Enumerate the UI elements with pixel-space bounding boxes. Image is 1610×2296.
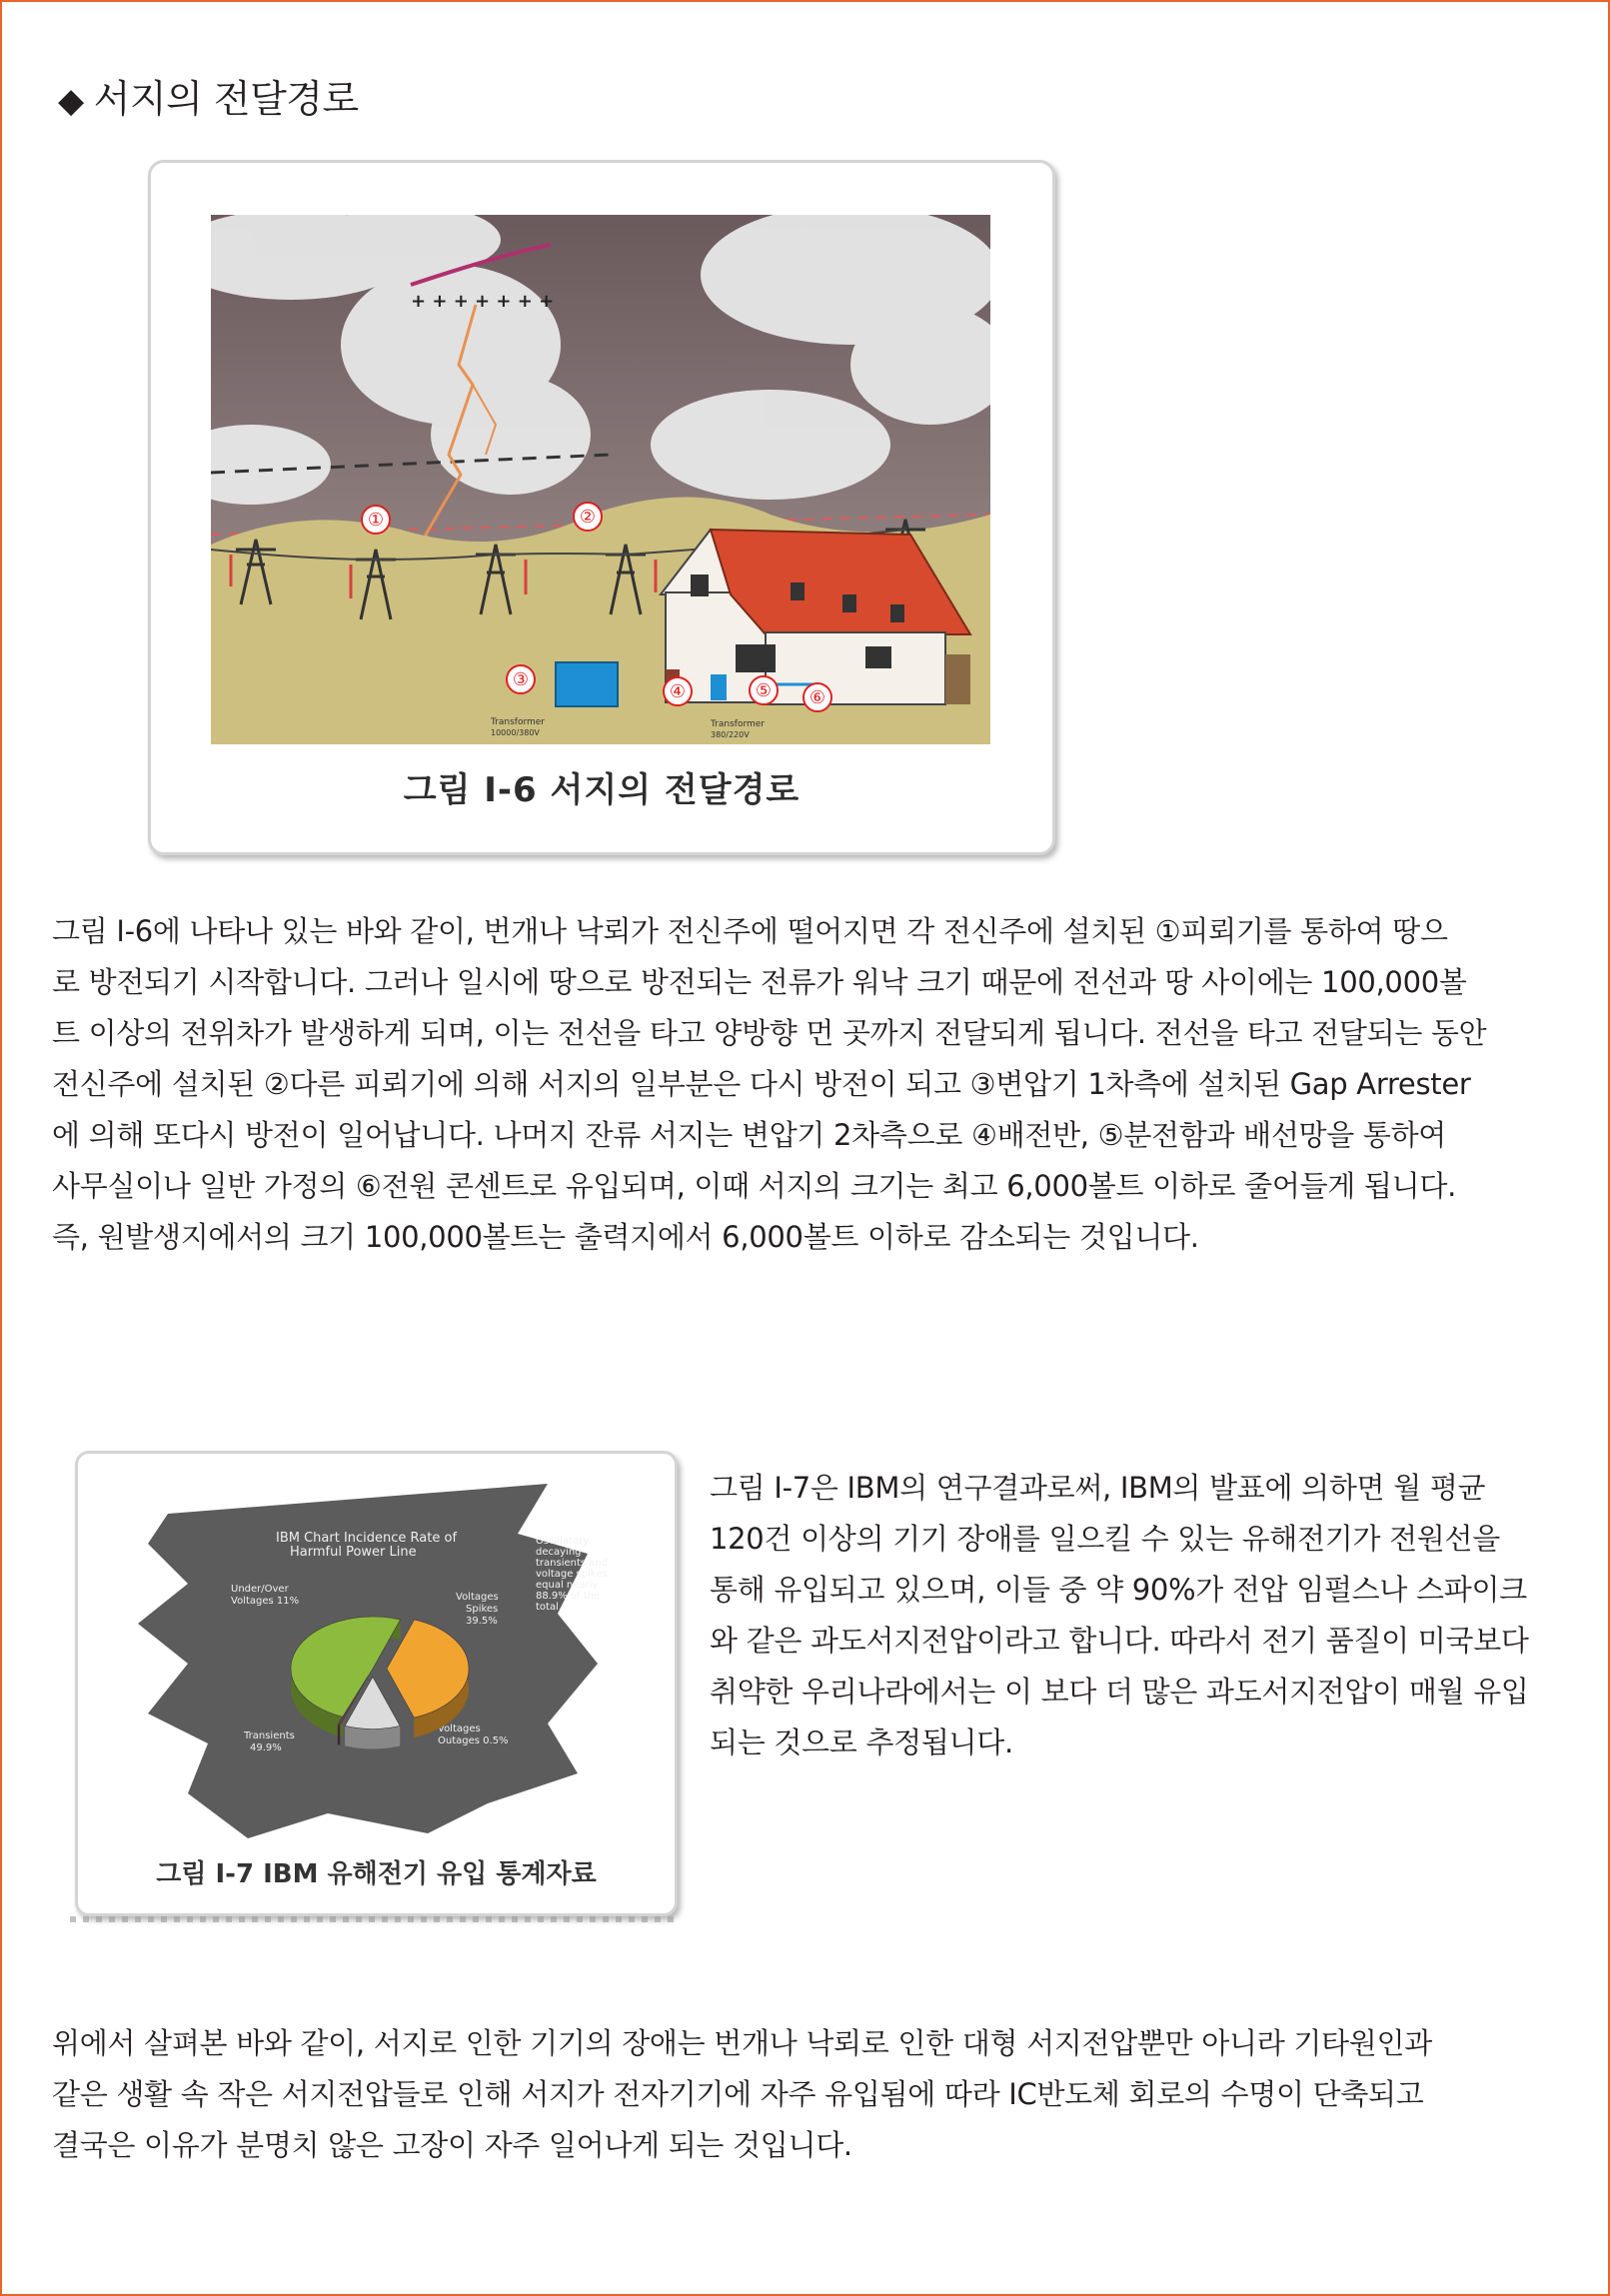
ibm-pie-chart [128,1474,628,1843]
paragraph-3-line: 결국은 이유가 분명치 않은 고장이 자주 일어나게 되는 것입니다. [52,2128,852,2162]
transformer1-label: Transformer [491,717,546,727]
paragraph-3-line: 위에서 살펴본 바와 같이, 서지로 인한 기기의 장애는 번개나 낙뢰로 인한 대형 서지전압뿐만 아니라 기타원인과 [52,2026,1432,2060]
paragraph-2 [710,1463,1589,1768]
paragraph-1-line: 그림 Ⅰ-6에 나타나 있는 바와 같이, 번개나 낙뢰가 전신주에 떨어지면 각 전신주에 설치된 ①피뢰기를 통하여 땅으 [52,914,1448,948]
diamond-bullet-icon: ◆ [58,81,84,121]
label-under-over-1: Under/Over [231,1584,289,1595]
marker-2: ② [579,507,597,528]
marker-5: ⑤ [755,680,773,701]
figure2-caption: 그림 Ⅰ-7 IBM 유해전기 유입 통계자료 [156,1859,597,1889]
surge-path-illustration [211,215,990,744]
marker-4: ④ [669,681,687,702]
paragraph-1-line: 사무실이나 일반 가정의 ⑥전원 콘센트로 유입되며, 이때 서지의 크기는 최고 6,000볼트 이하로 줄어들게 됩니다. [52,1169,1456,1203]
transformer1-sub-label: 10000/380V [491,728,540,737]
paragraph-2-line: 그림 Ⅰ-7은 IBM의 연구결과로써, IBM의 발표에 의하면 월 평균 [710,1471,1486,1505]
note-line: equal nearly [536,1580,599,1591]
label-spikes-2: Spikes [466,1604,499,1615]
label-under-over-2: Voltages 11% [231,1596,300,1607]
paragraph-1-line: 전신주에 설치된 ②다른 피뢰기에 의해 서지의 일부분은 다시 방전이 되고 ③변압기 1차측에 설치된 Gap Arrester [52,1067,1471,1101]
paragraph-2-line: 되는 것으로 추정됩니다. [710,1725,1013,1759]
chart-title-line1: IBM Chart Incidence Rate of [276,1531,458,1546]
note-line: voltage spikes [536,1569,608,1580]
marker-1: ① [367,510,385,531]
section-heading-text: 서지의 전달경로 [93,77,359,121]
marker-3: ③ [512,669,530,690]
note-line: decaying [536,1547,582,1558]
figure1-caption: 그림 Ⅰ-6 서지의 전달경로 [403,770,801,810]
paragraph-2-line: 120건 이상의 기기 장애를 일으킬 수 있는 유해전기가 전원선을 [710,1522,1500,1556]
paragraph-2-line: 와 같은 과도서지전압이라고 합니다. 따라서 전기 품질이 미국보다 [710,1624,1529,1658]
label-spikes-1: Voltages [456,1592,499,1603]
transformer2-sub-label: 380/220V [711,730,750,739]
chart-title-line2: Harmful Power Line [290,1545,417,1560]
paragraph-1-line: 에 의해 또다시 방전이 일어납니다. 나머지 잔류 서지는 변압기 2차측으로 ④배전반, ⑤분전함과 배선망을 통하여 [52,1118,1447,1152]
paragraph-1-line: 즉, 원발생지에서의 크기 100,000볼트는 출력지에서 6,000볼트 이하로 감소되는 것입니다. [52,1220,1199,1254]
label-spikes-3: 39.5% [466,1616,498,1627]
figure-surge-path [148,160,1055,855]
paragraph-2-line: 취약한 우리나라에서는 이 보다 더 많은 과도서지전압이 매월 유입 [710,1675,1529,1709]
paragraph-1-line: 트 이상의 전위차가 발생하게 되며, 이는 전선을 타고 양방향 먼 곳까지 전달되게 됩니다. 전선을 타고 전달되는 동안 [52,1016,1487,1050]
note-line: Oscillatory, [536,1536,593,1547]
label-outages-1: Voltages [438,1723,481,1734]
cropped-text-remnant [70,1916,680,1922]
section-heading [58,68,359,123]
label-outages-2: Outages 0.5% [438,1735,509,1746]
paragraph-1-line: 로 방전되기 시작합니다. 그러나 일시에 땅으로 방전되는 전류가 워낙 크기 때문에 전선과 땅 사이에는 100,000볼 [52,965,1467,999]
chart-note [536,1536,608,1613]
paragraph-2-line: 통해 유입되고 있으며, 이들 중 약 90%가 전압 임펄스나 스파이크 [710,1573,1527,1607]
paragraph-3-line: 같은 생활 속 작은 서지전압들로 인해 서지가 전자기기에 자주 유입됨에 따라 IC반도체 회로의 수명이 단축되고 [52,2077,1424,2111]
marker-6: ⑥ [808,687,826,708]
paragraph-3 [52,2018,1591,2171]
note-line: 88.9% of the [536,1591,601,1602]
label-transients-2: 49.9% [250,1742,282,1753]
figure-ibm-chart [75,1451,678,1916]
transformer2-label: Transformer [711,719,766,729]
note-line: transients and [536,1558,609,1569]
note-line: total. [536,1602,563,1613]
house-drawing [661,530,970,704]
label-transients-1: Transients [244,1730,295,1741]
paragraph-1 [52,906,1591,1263]
pie-slice-side [338,1724,340,1745]
svg-text:+ + + + + + +: + + + + + + + [411,291,555,312]
